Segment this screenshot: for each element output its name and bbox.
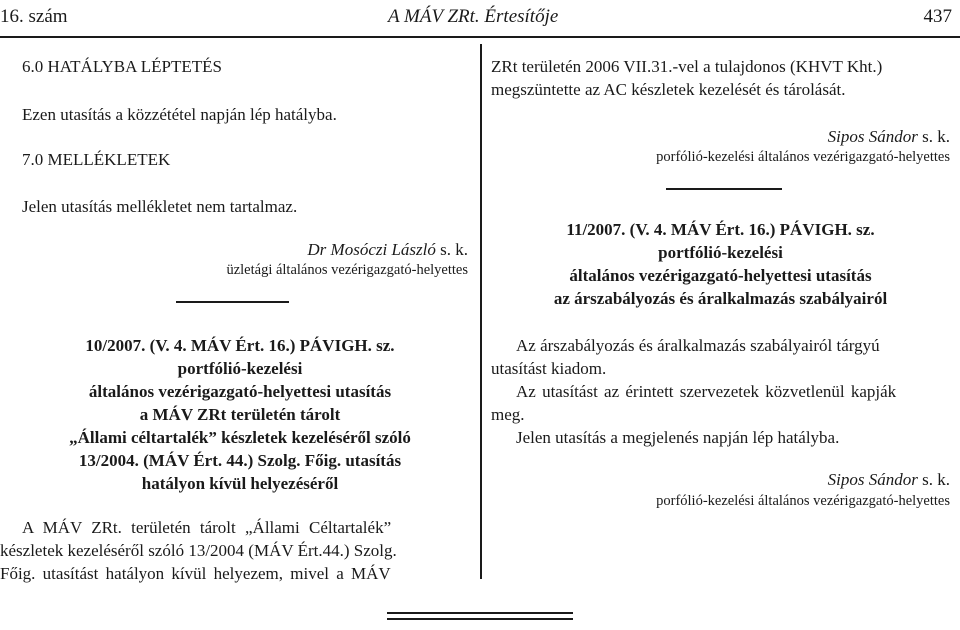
section-6-text: Ezen utasítás a közzététel napján lép hatályba. [22,105,337,124]
publication-title: A MÁV ZRt. Értesítője [388,6,559,27]
right-signature-1 [828,127,950,147]
left-body-line-3: Főig. utasítást hatályon kívül helyezem, mivel a MÁV [0,564,391,583]
signer1-name: Sipos Sándor [827,127,918,146]
instruction-10-line-2: portfólió-kezelési [177,359,303,378]
page-number: 437 [923,6,952,27]
separator-rule-right [666,188,782,190]
right-body-line-1: Az árszabályozás és áralkalmazás szabályairól tárgyú [516,336,880,355]
footer-rule-2 [387,618,573,620]
left-signer-title: üzletági általános vezérigazgató-helyettes [226,262,468,278]
right-cont-line-1: ZRt területén 2006 VII.31.-vel a tulajdonos (KHVT Kht.) [491,57,883,76]
left-signature [307,240,468,260]
instruction-10-line-1: 10/2007. (V. 4. MÁV Ért. 16.) PÁVIGH. sz. [85,336,395,355]
instruction-11-line-2: portfólió-kezelési [658,243,783,262]
footer-rule-1 [387,612,573,614]
left-body-line-2: készletek kezeléséről szóló 13/2004 (MÁV Ért.44.) Szolg. [0,541,397,560]
right-body-line-4: meg. [491,405,525,424]
instruction-11-line-1: 11/2007. (V. 4. MÁV Ért. 16.) PÁVIGH. sz. [566,220,875,239]
column-divider [480,44,482,579]
signer-suffix: s. k. [435,240,468,259]
instruction-10-line-3: általános vezérigazgató-helyettesi utasítás [88,382,392,401]
separator-rule [176,301,289,303]
signer2-suffix: s. k. [917,470,950,489]
left-body-line-1: A MÁV ZRt. területén tárolt „Állami Céltartalék” [22,518,392,537]
instruction-11-line-3: általános vezérigazgató-helyettesi utasítás [569,266,872,285]
instruction-10-line-6: 13/2004. (MÁV Ért. 44.) Szolg. Főig. utasítás [78,451,402,470]
section-7-title: 7.0 MELLÉKLETEK [22,150,171,169]
instruction-10-line-4: a MÁV ZRt területén tárolt [139,405,341,424]
right-cont-line-2: megszüntette az AC készletek kezelését és tárolását. [491,80,846,99]
right-body-line-5: Jelen utasítás a megjelenés napján lép hatályba. [516,428,840,447]
section-7-text: Jelen utasítás mellékletet nem tartalmaz. [22,197,298,216]
right-signer-1-title: porfólió-kezelési általános vezérigazgató-helyettes [656,149,950,165]
section-6-title: 6.0 HATÁLYBA LÉPTETÉS [22,57,222,76]
issue-number: 16. szám [0,6,68,27]
instruction-11-line-4: az árszabályozás és áralkalmazás szabályairól [553,289,888,308]
right-signature-2 [828,470,950,490]
right-body-line-2: utasítást kiadom. [491,359,607,378]
instruction-10-line-5: „Állami céltartalék” készletek kezeléséről szóló [69,428,411,447]
signer2-name: Sipos Sándor [827,470,918,489]
instruction-10-line-7: hatályon kívül helyezéséről [141,474,339,493]
signer-name: Dr Mosóczi László [307,240,436,259]
right-signer-2-title: porfólió-kezelési általános vezérigazgató-helyettes [656,493,950,509]
signer1-suffix: s. k. [917,127,950,146]
right-body-line-3: Az utasítást az érintett szervezetek közvetlenül kapják [516,382,897,401]
header-rule [0,36,960,38]
